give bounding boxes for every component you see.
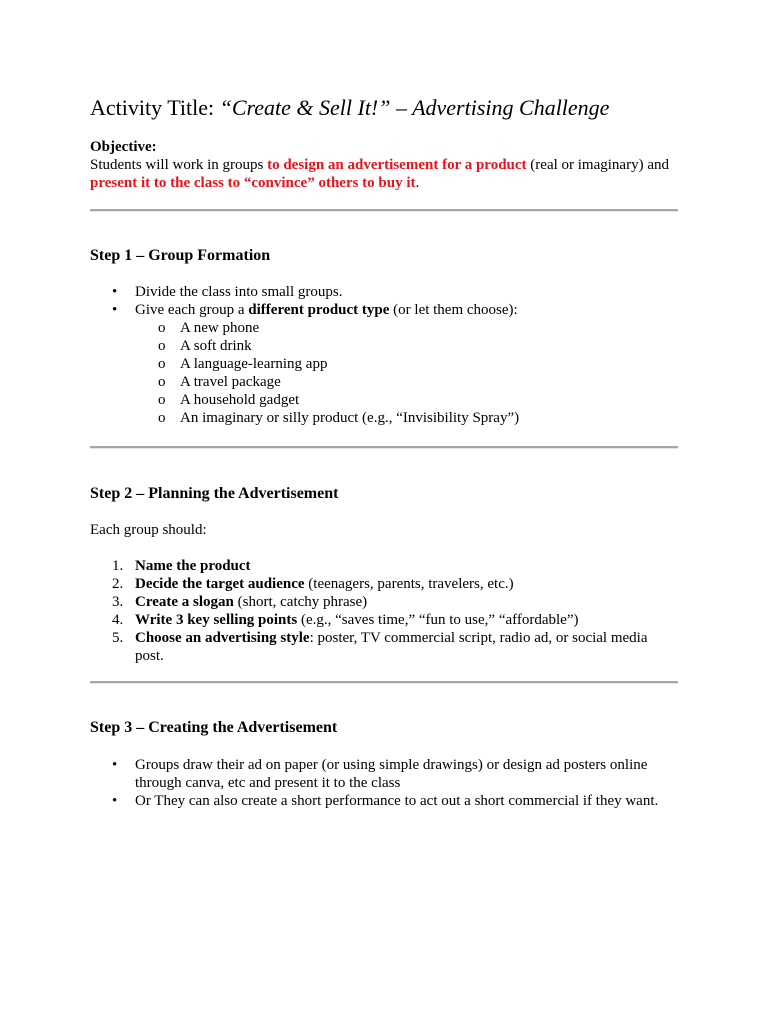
sub-list-item <box>90 373 690 391</box>
sub-item-text: A new phone <box>180 320 260 336</box>
item-number: 3. <box>112 594 124 610</box>
sub-list-item <box>90 355 690 373</box>
sub-marker: o <box>158 320 166 336</box>
numbered-item <box>90 557 670 575</box>
item-bold: Decide the target audience <box>135 576 305 592</box>
step1-bullet-2-bold: different product type <box>248 302 390 318</box>
page-title <box>90 94 609 122</box>
numbered-item <box>90 575 670 593</box>
item-rest: (teenagers, parents, travelers, etc.) <box>304 576 514 592</box>
step2-intro: Each group should: <box>90 522 207 538</box>
sub-item-text: A household gadget <box>180 392 300 408</box>
step3-heading: Step 3 – Creating the Advertisement <box>90 719 338 736</box>
step2-list <box>90 557 670 665</box>
step1-sublist <box>90 319 690 427</box>
sub-marker: o <box>158 410 166 426</box>
step1-bullet-2-post: (or let them choose): <box>389 302 518 318</box>
item-rest: : poster, TV commercial script, radio ad, or social media post. <box>135 630 648 664</box>
item-bold: Name the product <box>135 558 251 574</box>
item-number: 2. <box>112 576 124 592</box>
step3-list <box>90 756 670 810</box>
objective-highlight-2: present it to the class to “convince” others to buy it <box>90 175 416 191</box>
divider-3 <box>90 681 678 684</box>
item-rest: (short, catchy phrase) <box>233 594 368 610</box>
sub-item-text: An imaginary or silly product (e.g., “Invisibility Spray”) <box>180 410 520 426</box>
item-number: 4. <box>112 612 124 628</box>
objective-text <box>90 156 690 192</box>
objective-highlight-1: to design an advertisement for a product <box>267 157 527 173</box>
sub-marker: o <box>158 338 166 354</box>
item-bold: Create a slogan <box>135 594 234 610</box>
objective-section <box>90 138 690 192</box>
sub-marker: o <box>158 392 166 408</box>
item-number: 1. <box>112 558 124 574</box>
numbered-item <box>90 629 670 665</box>
objective-text-3: (real or imaginary) and <box>526 157 669 173</box>
divider-2 <box>90 446 678 449</box>
step2-heading: Step 2 – Planning the Advertisement <box>90 485 339 502</box>
item-rest: (e.g., “saves time,” “fun to use,” “affordable”) <box>297 612 579 628</box>
sub-item-text: A language-learning app <box>180 356 328 372</box>
objective-label: Objective: <box>90 139 157 155</box>
numbered-item <box>90 593 670 611</box>
title-italic: “Create & Sell It!” – Advertising Challenge <box>219 95 610 120</box>
sub-item-text: A soft drink <box>180 338 252 354</box>
item-number: 5. <box>112 630 124 646</box>
title-prefix: Activity Title: <box>90 95 220 120</box>
item-bold: Write 3 key selling points <box>135 612 298 628</box>
sub-list-item <box>90 337 690 355</box>
step1-list <box>90 283 690 319</box>
sub-marker: o <box>158 356 166 372</box>
item-bold: Choose an advertising style <box>135 630 310 646</box>
sub-item-text: A travel package <box>180 374 281 390</box>
sub-marker: o <box>158 374 166 390</box>
step1-heading: Step 1 – Group Formation <box>90 247 271 264</box>
sub-list-item <box>90 391 690 409</box>
sub-list-item <box>90 409 690 427</box>
step1-bullet-2 <box>90 301 690 319</box>
objective-text-5: . <box>415 175 420 191</box>
divider-1 <box>90 209 678 212</box>
numbered-item <box>90 611 670 629</box>
objective-text-1: Students will work in groups <box>90 157 268 173</box>
step3-bullet-1: • Groups draw their ad on paper (or using simple drawings) or design ad posters online through canva, etc and present it to the class <box>90 756 670 792</box>
step3-bullet-2: • Or They can also create a short performance to act out a short commercial if they want. <box>90 792 670 810</box>
step1-bullet-1: • Divide the class into small groups. <box>90 283 690 301</box>
sub-list-item <box>90 319 690 337</box>
step1-bullet-2-pre: Give each group a <box>135 302 249 318</box>
